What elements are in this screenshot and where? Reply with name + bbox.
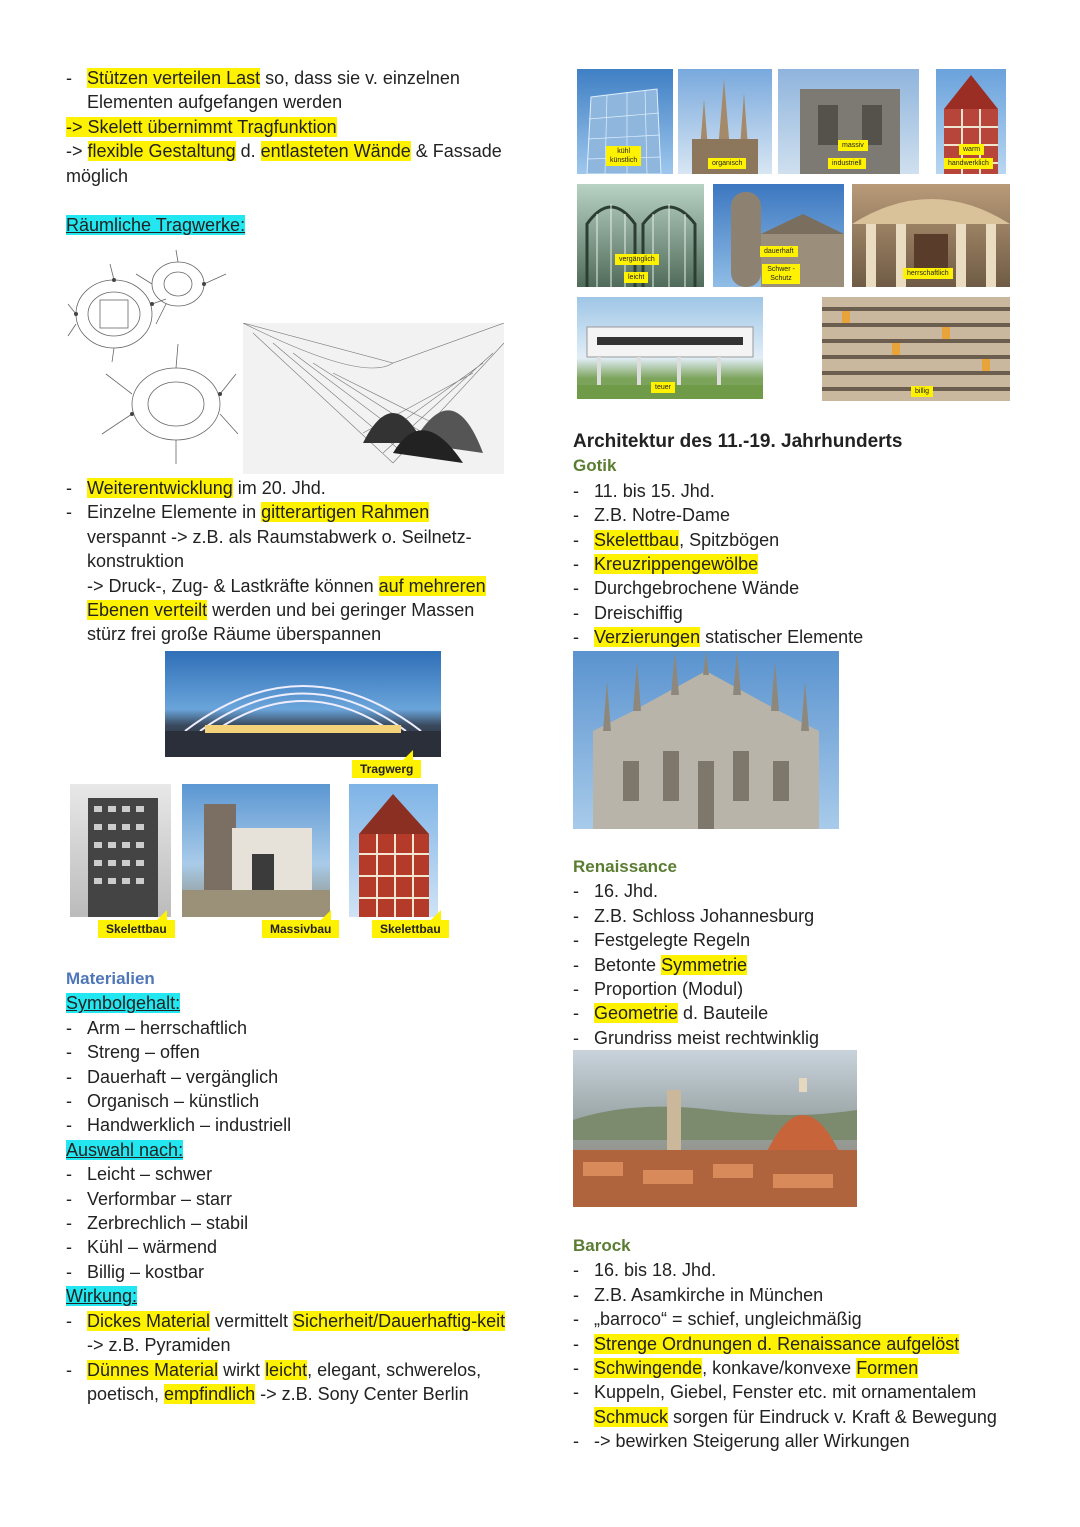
text-segment: 16. bis 18. Jhd. [594,1260,717,1281]
wirkung-heading: Wirkung: [66,1286,138,1307]
text-segment: 16. Jhd. [594,881,659,902]
milan-cathedral-photo [573,651,839,829]
list-item [66,500,506,573]
tag-massiv: massiv [838,140,868,151]
text-segment: verspannt -> z.B. als Raumstabwerk o. Seilnetz-konstruktion [87,526,472,572]
materialien-heading: Materialien [66,969,155,988]
highlighted-text: Schmuck [594,1406,669,1427]
highlighted-text: Geometrie [594,1003,679,1024]
list-item: - Dauerhaft – vergänglich [66,1065,526,1089]
tag-organisch: organisch [708,158,746,169]
text-segment: wirkt [218,1359,266,1380]
label-massivbau: Massivbau [262,920,339,938]
text-segment: -> z.B. Sony Center Berlin [255,1383,469,1404]
text-segment: Betonte [594,954,662,975]
text-segment: , Spitzbögen [679,529,780,550]
list-item [66,66,526,115]
flexible-note [66,139,526,188]
highlighted-text: Dünnes Material [87,1359,219,1380]
list-item: - Organisch – künstlich [66,1089,526,1113]
tag-teuer: teuer [651,382,675,393]
symbol-list [66,1016,526,1138]
list-item [573,928,1043,952]
text-segment: , elegant, schwerelos, poetisch, [87,1359,482,1404]
highlighted-text: Formen [856,1358,919,1379]
hypar-sketch [243,323,504,474]
label-skelettbau-1: Skelettbau [98,920,175,938]
list-item: - Kühl – wärmend [66,1235,526,1259]
symbol-heading: Symbolgehalt: [66,993,181,1014]
tag-billig: billig [911,386,933,397]
list-item [573,1258,1043,1282]
wirkung-list [66,1309,506,1407]
left-column [66,66,526,188]
list-item [573,953,1043,977]
list-item [573,503,1043,527]
highlighted-text: empfindlich [164,1383,256,1404]
text-segment: Z.B. Notre-Dame [594,505,731,526]
highlighted-text: gitterartigen Rahmen [261,502,430,523]
text-segment: -> [66,141,88,162]
list-item [573,576,1043,600]
list-item: - Arm – herrschaftlich [66,1016,526,1040]
auswahl-heading: Auswahl nach: [66,1139,184,1160]
text-segment: Dreischiffig [594,602,683,623]
list-item [66,476,506,500]
text-segment: 11. bis 15. Jhd. [594,480,715,501]
text-segment: -> bewirken Steigerung aller Wirkungen [594,1431,910,1452]
raeumlich-heading-wrap [66,213,245,237]
renaissance-heading: Renaissance [573,857,677,876]
list-item [573,1026,1043,1050]
label-tragwerg: Tragwerg [352,760,421,778]
tag-kuenstlich: künstlich [610,157,638,164]
raeumlich-list [66,476,506,574]
highlighted-text: Kreuzrippengewölbe [594,554,759,575]
highlighted-text: entlasteten Wände [260,141,411,162]
text-segment: Grundriss meist rechtwinklig [594,1027,820,1048]
highlighted-text: Sicherheit/Dauerhaftig-keit [293,1310,506,1331]
text-segment: , konkave/konvexe [702,1358,857,1379]
raeumlich-heading: Räumliche Tragwerke: [66,215,246,235]
intro-list [66,66,526,115]
renaissance-list [573,879,1043,1050]
highlighted-text: leicht [265,1359,308,1380]
forces-note [66,574,506,647]
highlighted-text: Verzierungen [594,627,701,648]
text-segment: sorgen für Eindruck v. Kraft & Bewegung [668,1406,997,1427]
text-segment: Durchgebrochene Wände [594,578,800,599]
text-segment: & Fassade möglich [66,141,502,186]
auswahl-list [66,1162,526,1284]
highlighted-text: Stützen verteilen Last [87,68,261,88]
barock-heading: Barock [573,1236,631,1255]
text-segment: -> z.B. Pyramiden [87,1335,231,1356]
list-item [573,552,1043,576]
skeleton-building-photo [70,784,171,917]
architecture-title: Architektur des 11.-19. Jahrhunderts [573,431,903,452]
list-item: - Handwerklich – industriell [66,1113,526,1137]
text-segment: Einzelne Elemente in [87,502,262,523]
list-item [573,601,1043,625]
text-segment: so, dass sie v. einzelnen Elementen aufgefangen werden [87,68,460,113]
text-segment: werden und bei geringer Massen stürz frei große Räume überspannen [87,600,475,645]
text-segment: Z.B. Schloss Johannesburg [594,905,815,926]
gotik-list [573,479,1043,650]
list-item [573,479,1043,503]
tag-vergaenglich: vergänglich [615,254,659,265]
list-item [573,1356,1043,1380]
station-photo [165,651,441,757]
list-item: - Billig – kostbar [66,1260,526,1284]
list-item [573,879,1043,903]
list-item [573,977,1043,1001]
tag-dauerhaft: dauerhaft [760,246,798,257]
florence-photo [573,1050,857,1207]
highlighted-text: flexible Gestaltung [87,141,236,162]
highlighted-text: Strenge Ordnungen d. Renaissance aufgelöst [594,1333,960,1354]
list-item: - Verformbar – starr [66,1187,526,1211]
tag-industriell: industriell [828,158,866,169]
list-item [573,904,1043,928]
text-segment: Proportion (Modul) [594,979,744,1000]
text-segment: Festgelegte Regeln [594,930,751,951]
tag-kuehl: kühl [617,148,631,155]
list-item [66,1309,506,1358]
highlighted-text: Weiterentwicklung [87,478,233,498]
highlighted-text: auf mehreren Ebenen verteilt [87,575,486,621]
list-item: - Zerbrechlich – stabil [66,1211,526,1235]
text-segment: im 20. Jhd. [232,478,326,498]
highlighted-text: Schwingende [594,1358,703,1379]
text-segment: Kuppeln, Giebel, Fenster etc. mit ornamentalem [594,1382,977,1403]
gotik-heading: Gotik [573,456,617,476]
space-frame-sketch [66,244,242,472]
text-segment: d. Bauteile [678,1003,769,1024]
tag-handwerklich: handwerklich [944,158,993,169]
materials-section [66,967,526,1406]
tag-schwer-schutz: Schwer - Schutz [762,264,800,284]
text-segment: Z.B. Asamkirche in München [594,1284,824,1305]
massive-house-photo [182,784,330,917]
list-item: - Streng – offen [66,1040,526,1064]
list-item [573,1307,1043,1331]
barock-section [573,1234,1043,1454]
text-segment: vermittelt [210,1310,294,1331]
highlighted-text: Dickes Material [87,1310,211,1331]
list-item [573,1283,1043,1307]
text-segment: -> Druck-, Zug- & Lastkräfte können [87,575,379,596]
tag-leicht: leicht [624,272,648,283]
renaissance-section [573,855,1043,1050]
label-skelettbau-2: Skelettbau [372,920,449,938]
list-item [573,1429,1043,1453]
barock-list [573,1258,1043,1453]
list-item [573,1380,1043,1429]
list-item [573,1001,1043,1025]
text-segment: statischer Elemente [700,627,864,648]
text-segment: d. [235,141,261,162]
list-item [573,1332,1043,1356]
architecture-section [573,430,1043,650]
tag-kuehl-kuenstlich [606,146,641,166]
tag-warm: warm [959,144,984,155]
list-item: - Leicht – schwer [66,1162,526,1186]
list-item [573,528,1043,552]
tag-herrschaftlich: herrschaftlich [903,268,953,279]
text-segment: „barroco“ = schief, ungleichmäßig [594,1309,862,1330]
highlighted-text: Skelettbau [594,529,680,550]
list-item [573,625,1043,649]
highlighted-text: Symmetrie [661,954,748,975]
raeumlich-list-wrap [66,476,506,647]
timber-frame-photo [349,784,438,917]
skeleton-note [66,115,526,139]
list-item [66,1358,506,1407]
highlighted-text: -> Skelett übernimmt Tragfunktion [66,116,337,137]
